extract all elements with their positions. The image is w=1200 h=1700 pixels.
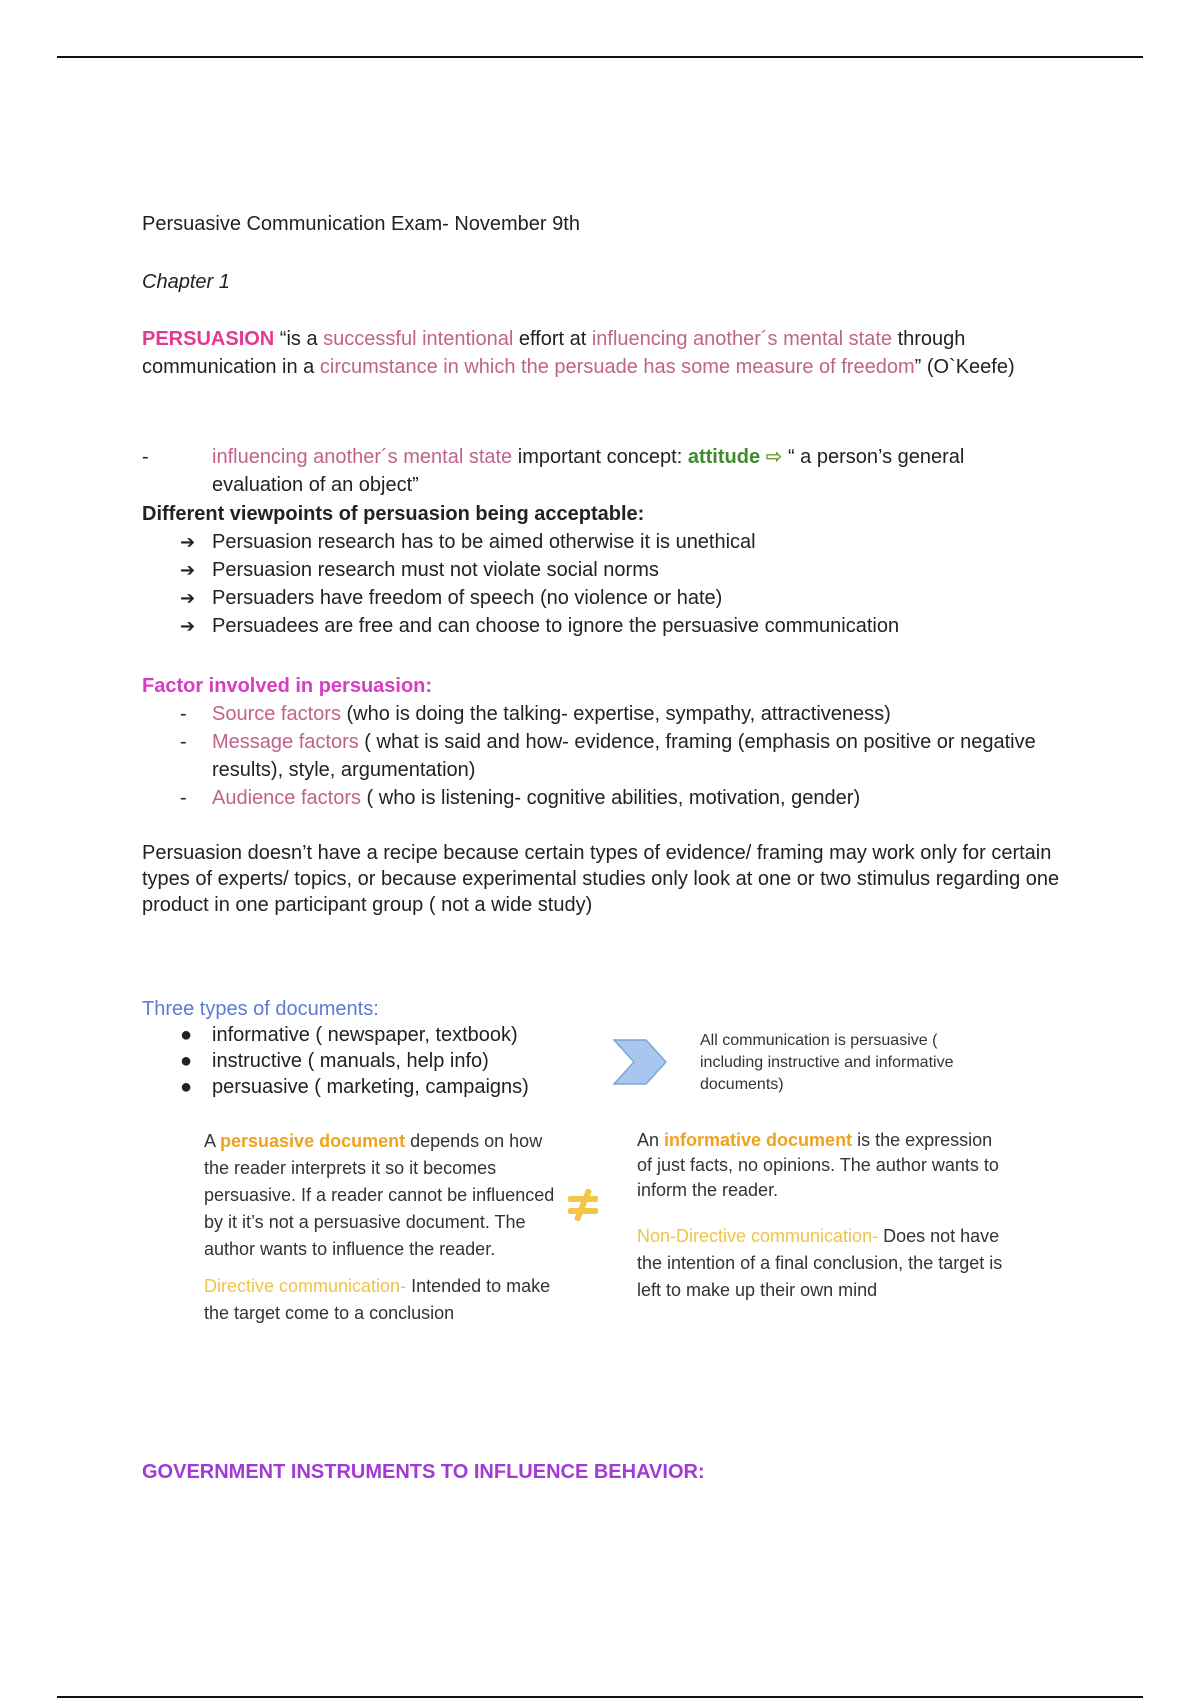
dash-marker: -	[180, 731, 187, 753]
col-text: depends on how the reader interprets it so it becomes persuasive. If a reader cannot be influenced by it it’s not a persuasive document. The author wants to influence the reader.	[204, 1131, 555, 1259]
definition-term: PERSUASION	[142, 328, 275, 350]
mental-state-note	[142, 443, 1060, 499]
factor-text: (who is doing the talking- expertise, sympathy, attractiveness)	[340, 703, 891, 725]
documents-list	[180, 1022, 529, 1100]
factor-label: Audience factors	[212, 787, 361, 809]
bullet-icon: ●	[180, 1024, 193, 1046]
top-rule	[57, 56, 1143, 58]
note-highlight: influencing another´s mental state	[212, 446, 513, 468]
persuasive-document-column	[204, 1128, 564, 1327]
government-heading: GOVERNMENT INSTRUMENTS TO INFLUENCE BEHAVIOR:	[142, 1461, 705, 1483]
definition-highlight: influencing another´s mental state	[591, 328, 893, 350]
factor-label: Source factors	[212, 703, 341, 725]
col-text: Intended to make the target come to a conclusion	[204, 1276, 551, 1323]
list-item-text: Persuaders have freedom of speech (no violence or hate)	[212, 587, 723, 609]
list-item	[180, 556, 899, 584]
nondirective-communication	[637, 1223, 1007, 1304]
definition-text: “is a	[274, 328, 324, 350]
informative-document-text	[637, 1128, 1007, 1203]
dash-marker: -	[142, 446, 149, 468]
arrow-icon: ➔	[180, 616, 196, 636]
definition-text: ” (O`Keefe)	[914, 356, 1015, 378]
bottom-rule	[57, 1696, 1143, 1698]
factor-text: ( who is listening- cognitive abilities, motivation, gender)	[360, 787, 861, 809]
note-text: “ a person’s general evaluation of an object”	[212, 446, 965, 496]
arrow-icon: ➔	[180, 532, 196, 552]
not-equal-icon	[564, 1185, 604, 1225]
bullet-icon: ●	[180, 1076, 193, 1098]
viewpoints-list	[180, 528, 899, 640]
bullet-icon: ●	[180, 1050, 193, 1072]
list-item-text: Persuadees are free and can choose to ignore the persuasive communication	[212, 615, 900, 637]
col-text: is the expression of just facts, no opinions. The author wants to inform the reader.	[637, 1130, 999, 1200]
definition-highlight: successful intentional	[323, 328, 514, 350]
col-text: A	[204, 1131, 221, 1151]
list-item	[180, 1022, 529, 1048]
definition-text: through communication in a	[142, 328, 966, 378]
list-item	[180, 528, 899, 556]
list-item	[180, 1048, 529, 1074]
list-item	[180, 584, 899, 612]
list-item	[180, 784, 1060, 812]
col-text: Does not have the intention of a final conclusion, the target is left to make up their own mind	[637, 1226, 1003, 1300]
chevron-right-icon	[612, 1038, 668, 1086]
col-text: An	[637, 1130, 665, 1150]
arrow-icon: ➔	[180, 560, 196, 580]
persuasive-note: All communication is persuasive ( including instructive and informative documents)	[700, 1032, 954, 1093]
dash-marker: -	[180, 787, 187, 809]
list-item	[180, 700, 1060, 728]
persuasion-definition	[142, 325, 1062, 381]
factor-text: ( what is said and how- evidence, framing (emphasis on positive or negative results), style, argumentation)	[212, 731, 1036, 781]
page-title: Persuasive Communication Exam- November 9th	[142, 213, 580, 235]
directive-communication	[204, 1273, 564, 1327]
definition-text: effort at	[513, 328, 592, 350]
list-item-text: Persuasion research must not violate social norms	[212, 559, 659, 581]
arrow-icon: ➔	[180, 588, 196, 608]
list-item-text: persuasive ( marketing, campaigns)	[212, 1076, 529, 1098]
list-item-text: Persuasion research has to be aimed otherwise it is unethical	[212, 531, 756, 553]
informative-document-column	[637, 1128, 1007, 1304]
persuasive-document-text	[204, 1128, 564, 1263]
chapter-label: Chapter 1	[142, 271, 230, 293]
list-item	[180, 1074, 529, 1100]
nondirective-label: Non-Directive communication-	[637, 1226, 879, 1246]
attitude-keyword: attitude	[687, 446, 761, 468]
dash-marker: -	[180, 703, 187, 725]
list-item	[180, 728, 1060, 784]
right-arrow-icon: ⇨	[765, 446, 783, 468]
list-item-text: informative ( newspaper, textbook)	[212, 1024, 518, 1046]
factors-heading: Factor involved in persuasion:	[142, 675, 433, 697]
factor-label: Message factors	[212, 731, 359, 753]
documents-heading: Three types of documents:	[142, 998, 379, 1020]
note-text: important concept:	[512, 446, 688, 468]
recipe-paragraph: Persuasion doesn’t have a recipe because certain types of evidence/ framing may work only for certain types of experts/ topics, or because experimental studies only look at one or two stimulus regarding one product in one participant group ( not a wide study)	[142, 842, 1060, 916]
list-item-text: instructive ( manuals, help info)	[212, 1050, 489, 1072]
factors-list	[180, 700, 1060, 812]
directive-label: Directive communication-	[204, 1276, 407, 1296]
informative-document-label: informative document	[664, 1130, 853, 1150]
viewpoints-heading: Different viewpoints of persuasion being acceptable:	[142, 503, 645, 525]
list-item	[180, 612, 899, 640]
persuasive-document-label: persuasive document	[220, 1131, 406, 1151]
definition-highlight: circumstance in which the persuade has some measure of freedom	[319, 356, 915, 378]
